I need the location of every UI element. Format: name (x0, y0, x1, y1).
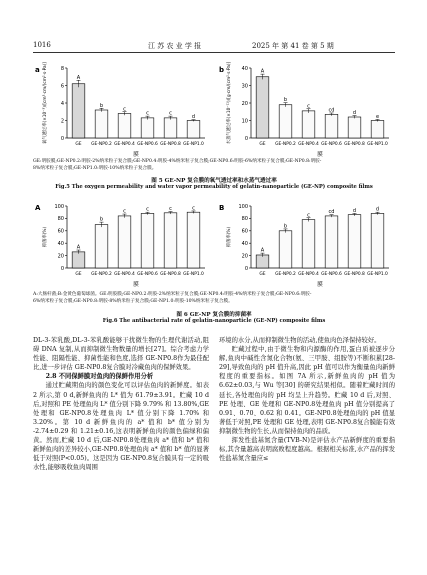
fig6-note-1: A:大肠杆菌;B:金黄色葡萄球菌。GE:明胶膜;GE-NP0.2:明胶-2%纳米粒子复合膜;GE-NP0.4:明胶-4%纳米粒子复合膜;GE-NP0.6:明胶- (33, 292, 312, 297)
left-paragraph-2: 通过贮藏期鱼肉的颜色变化可以评估鱼肉的新鲜度。如表 2 所示,第 0 d,新鲜鱼肉的 L* 值为 61.79±3.91。贮藏 10 d 后,对照和 PE 处理鱼肉 L* 值分别下降 9.79% 和 13.80%,GE 处理和 GE-NP0.8处理鱼肉 L* 值分别下降 1.70% 和 3.20%。第 10 d 新鲜鱼肉的 a* 值和 b* 值分别为 -2.74±0.29 和 1.21±0.16,这表明新鲜鱼肉的颜色偏绿和偏黄。然而,贮藏 10 d 后,GE-NP0.8处理鱼肉 a* 值和 b* 值和新鲜鱼肉的差异较小,GE-NP0.8处理鱼肉 a* 值和 b* 值的显著低于对照(P<0.05)。这是因为 GE-NP0.8复合膜具有一定的吸水性,能够吸收鱼肉周围 (33, 382, 209, 472)
significance-label: d (375, 206, 380, 213)
x-axis-label: 膜 (317, 282, 323, 288)
significance-label: c (169, 206, 172, 213)
significance-label: e (375, 113, 380, 120)
fig6-caption-cn: 图 6 GE-NP 复合膜的抑菌率 (176, 312, 252, 318)
section-heading-2-8: 2.8 不同保鲜膜对鱼肉的保鲜作用分析 (45, 373, 154, 381)
fig6-note-2: 6%纳米粒子复合膜;GE-NP0.8:明胶-8%纳米粒子复合膜;GE-NP1.0:明胶-10%纳米粒子复合膜。 (33, 299, 233, 304)
y-tick-label: 60 (57, 228, 64, 235)
significance-label: b (99, 102, 104, 109)
y-tick-label: 10 (241, 118, 248, 125)
x-tick-label: GE (75, 142, 82, 147)
x-tick-label: GE-NP0.6 (137, 142, 158, 147)
y-tick-label: 80 (241, 216, 248, 223)
panel-label: a (35, 66, 40, 74)
y-axis-label: 氧气透过率(×10⁻³)/[cm³·cm/(cm²·s·Pa)] (43, 62, 48, 144)
x-tick-label: GE-NP1.0 (183, 142, 204, 147)
x-axis-label: 膜 (133, 152, 139, 158)
significance-label: b (283, 223, 288, 230)
x-tick-label: GE-NP0.6 (321, 272, 342, 277)
bar (348, 117, 361, 138)
panel-label: A (35, 204, 41, 212)
significance-label: d (352, 207, 357, 214)
y-tick-label: 20 (241, 253, 248, 260)
fig5-caption-en: Fig.5 The oxygen permeability and water vapor permeability of gelatin-nanoparticle (GE-NP) composite films (55, 184, 373, 190)
significance-label: c (146, 206, 149, 213)
y-tick-label: 20 (57, 253, 64, 260)
bar (279, 105, 292, 138)
x-tick-label: GE-NP0.6 (321, 142, 342, 147)
header-rule (33, 52, 395, 53)
y-tick-label: 0 (60, 135, 64, 142)
bar (256, 77, 269, 138)
x-axis-label: 膜 (133, 282, 139, 288)
bar (187, 212, 200, 268)
fig6-caption-en: Fig.6 The antibacterial rate of gelatin-nanoparticle (GE-NP) composite films (102, 318, 326, 324)
x-tick-label: GE-NP0.4 (114, 272, 135, 277)
significance-label: c (307, 103, 310, 110)
x-tick-label: GE (75, 272, 82, 277)
x-tick-label: GE-NP0.4 (298, 142, 319, 147)
y-axis-label: 抑菌率(%) (227, 226, 232, 248)
y-tick-label: 20 (241, 100, 248, 107)
right-paragraph-1: 环境的水分,从而抑制微生物的活动,使鱼肉色泽保持较好。 (219, 337, 381, 344)
x-tick-label: GE-NP1.0 (367, 272, 388, 277)
y-tick-label: 30 (241, 83, 248, 90)
y-tick-label: 100 (238, 203, 248, 210)
bar (325, 114, 338, 138)
left-paragraph-1: DL-3-苯乳酸,DL-3-苯乳酸能够干扰微生物的生理代谢活动,阻碍 DNA 复制,从而抑制微生物数量的增长[27]。综合考虑力学性能、阻隔性能、抑菌性能和色度,选择 GE-NP0.8作为最佳配比,进一步评估 GE-NP0.8复合膜对冷藏鱼肉的保鲜效果。 (33, 337, 209, 372)
y-tick-label: 40 (241, 241, 248, 247)
fig5-caption-cn: 图 5 GE-NP 复合膜的氧气透过率和水蒸气透过率 (151, 178, 277, 184)
significance-label: c (123, 208, 126, 215)
y-tick-label: 0 (244, 135, 248, 142)
y-tick-label: 4 (60, 100, 64, 107)
bar (95, 225, 108, 268)
bar (141, 118, 154, 138)
bar (164, 118, 177, 138)
x-tick-label: GE-NP0.4 (298, 272, 319, 277)
significance-label: cd (328, 209, 335, 216)
fig5-note-1: GE:明胶膜;GE-NP0.2:明胶-2%纳米粒子复合膜;GE-NP0.4:明胶-4%纳米粒子复合膜;GE-NP0.6:明胶-6%纳米粒子复合膜;GE-NP0.8:明胶- (33, 159, 322, 164)
y-tick-label: 0 (60, 265, 64, 272)
fig5-note-2: 8%纳米粒子复合膜;GE-NP1.0:明胶-10%纳米粒子复合膜。 (33, 166, 157, 171)
bar (164, 213, 177, 268)
fig5-chart-b (217, 60, 395, 160)
bar (371, 121, 384, 139)
y-tick-label: 60 (241, 228, 248, 235)
significance-label: A (76, 74, 81, 81)
fig6-chart-b (217, 198, 395, 290)
significance-label: c (123, 106, 126, 113)
x-tick-label: GE-NP0.2 (275, 142, 296, 147)
x-tick-label: GE (259, 142, 266, 147)
bar (279, 231, 292, 268)
panel-label: b (219, 66, 225, 74)
x-tick-label: GE-NP0.8 (160, 272, 181, 277)
significance-label: c (192, 205, 195, 212)
fig5-chart-a (33, 60, 211, 160)
y-tick-label: 6 (60, 83, 64, 90)
x-tick-label: GE-NP0.2 (91, 272, 112, 277)
right-paragraph-2: 贮藏过程中,由于微生物和内源酶的作用,蛋白质被逐步分解,鱼肉中碱性含氮化合物(氨、三甲胺、组胺等)不断积累[28-29],导致鱼肉的 pH 值升高,因此 pH 值可以作为衡量鱼肉新鲜程度的重要指标。如图 7A 所示,新鲜鱼肉的 pH 值为 6.62±0.03,与 Wu 等[30] 的研究结果相似。随着贮藏时间的延长,各处理鱼肉的 pH 均呈上升趋势。贮藏 10 d 后,对照、PE 处理、GE 处理和 GE-NP0.8处理鱼肉 pH 值分别提高了 0.91、0.70、0.62 和 0.41。GE-NP0.8处理鱼肉的 pH 值显著低于对照,PE 处理和 GE 处理,表明 GE-NP0.8复合膜能有效抑制微生物的生长,从而保持鱼肉的品质。 (219, 346, 395, 435)
y-tick-label: 40 (57, 241, 64, 247)
bar (72, 252, 85, 268)
bar (72, 84, 85, 138)
x-tick-label: GE-NP0.8 (160, 142, 181, 147)
volume-info: 2025 年 第 41 卷 第 5 期 (252, 42, 334, 50)
x-tick-label: GE-NP0.2 (91, 142, 112, 147)
fig6-chart-a (33, 198, 211, 290)
significance-label: b (99, 216, 104, 223)
bar (371, 213, 384, 268)
x-tick-label: GE-NP0.8 (344, 142, 365, 147)
journal-name: 江 苏 农 业 学 报 (148, 42, 202, 50)
bar (348, 215, 361, 268)
significance-label: A (76, 244, 81, 251)
significance-label: A (260, 247, 265, 254)
x-tick-label: GE-NP0.6 (137, 272, 158, 277)
x-tick-label: GE-NP1.0 (367, 142, 388, 147)
x-tick-label: GE-NP0.8 (344, 272, 365, 277)
x-tick-label: GE-NP1.0 (183, 272, 204, 277)
page-number: 1016 (33, 41, 51, 49)
right-paragraph-3: 挥发性盐基氮含量(TVB-N)是评估水产品新鲜度的重要指标,其含量越高表明腐败程度越高。根据相关标准,水产品的挥发性盐基氮含量应≤ (219, 437, 395, 463)
x-tick-label: GE-NP0.2 (275, 272, 296, 277)
y-tick-label: 0 (244, 265, 248, 272)
significance-label: cd (328, 107, 335, 114)
y-tick-label: 40 (241, 65, 248, 72)
x-tick-label: GE-NP0.4 (114, 142, 135, 147)
x-tick-label: GE (259, 272, 266, 277)
significance-label: d (352, 110, 357, 117)
significance-label: b (283, 97, 288, 104)
significance-label: c (146, 110, 149, 117)
bar (187, 121, 200, 139)
y-axis-label: 水蒸气透过率(×10⁻¹¹)/[g·cm/(cm²·s·Pa)] (227, 61, 232, 145)
y-tick-label: 100 (54, 203, 64, 210)
significance-label: A (260, 68, 265, 75)
bar (302, 111, 315, 138)
left-column (33, 336, 209, 472)
panel-label: B (219, 204, 225, 212)
significance-label: d (191, 114, 196, 121)
right-column (219, 336, 395, 463)
significance-label: c (169, 110, 172, 117)
y-axis-label: 抑菌率(%) (43, 226, 48, 248)
y-tick-label: 8 (60, 65, 64, 72)
bar (118, 114, 131, 139)
bar (325, 216, 338, 268)
bar (256, 255, 269, 268)
bar (118, 216, 131, 268)
y-tick-label: 2 (60, 118, 64, 125)
y-tick-label: 80 (57, 216, 64, 223)
significance-label: c (307, 212, 310, 219)
bar (302, 220, 315, 268)
bar (141, 213, 154, 268)
bar (95, 110, 108, 138)
x-axis-label: 膜 (317, 152, 323, 158)
